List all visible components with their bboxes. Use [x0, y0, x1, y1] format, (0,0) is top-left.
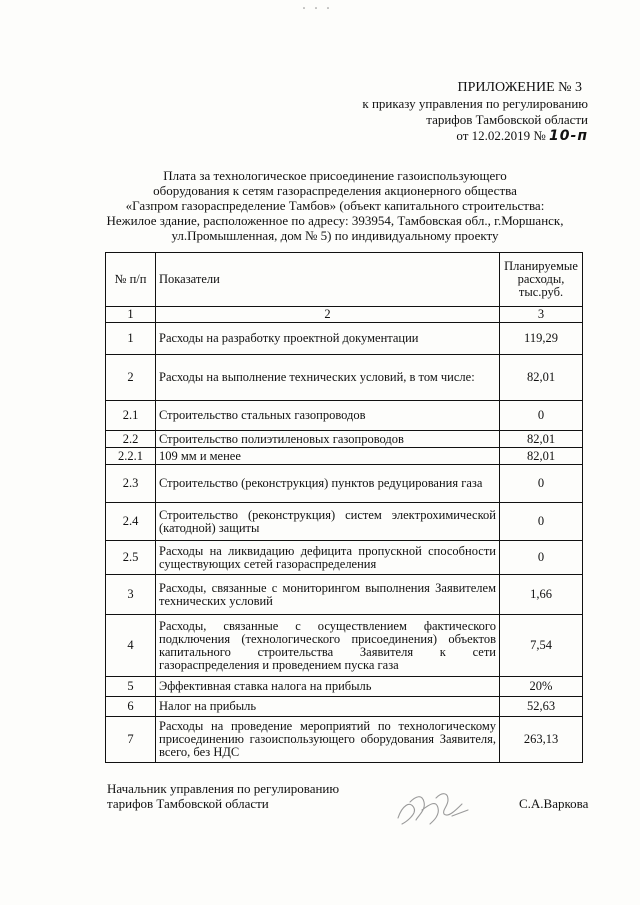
table-row: [106, 431, 583, 448]
position-line-2: тарифов Тамбовской области: [107, 796, 269, 811]
signature-position: [107, 781, 339, 811]
appendix-line-1: к приказу управления по регулированию: [362, 96, 588, 111]
heading-line-1: Плата за технологическое присоединение газоиспользующего: [163, 168, 507, 183]
heading-line-2: оборудования к сетям газораспределения акционерного общества: [153, 183, 517, 198]
appendix-date: от 12.02.2019 №: [456, 128, 546, 143]
row-indicator: Строительство (реконструкция) систем электрохимической (катодной) защиты: [156, 503, 500, 541]
row-num: 2.2.1: [106, 448, 156, 465]
row-num: 2.3: [106, 465, 156, 503]
row-indicator: Строительство полиэтиленовых газопроводов: [156, 431, 500, 448]
table-row: [106, 615, 583, 677]
order-number: 10-п: [549, 128, 588, 144]
row-value: 0: [500, 401, 583, 431]
table-row: [106, 503, 583, 541]
row-num: 2.5: [106, 541, 156, 575]
column-number-row: [106, 307, 583, 323]
table-row: [106, 575, 583, 615]
row-value: 52,63: [500, 697, 583, 717]
row-value: 82,01: [500, 431, 583, 448]
row-num: 2.2: [106, 431, 156, 448]
table-row: [106, 717, 583, 763]
row-num: 5: [106, 677, 156, 697]
col-number-3: 3: [500, 307, 583, 323]
row-indicator: Расходы на выполнение технических условий, в том числе:: [156, 355, 500, 401]
table-row: [106, 323, 583, 355]
row-num: 2.4: [106, 503, 156, 541]
table-row: [106, 401, 583, 431]
row-indicator: Расходы на ликвидацию дефицита пропускной способности существующих сетей газораспределения: [156, 541, 500, 575]
heading-line-4: Нежилое здание, расположенное по адресу: 393954, Тамбовская обл., г.Моршанск,: [106, 213, 564, 228]
table-row: [106, 677, 583, 697]
row-value: 82,01: [500, 448, 583, 465]
header-value: Планируемые расходы, тыс.руб.: [500, 253, 583, 307]
row-num: 3: [106, 575, 156, 615]
row-num: 1: [106, 323, 156, 355]
table-row: [106, 465, 583, 503]
row-indicator: Расходы, связанные с мониторингом выполнения Заявителем технических условий: [156, 575, 500, 615]
row-value: 263,13: [500, 717, 583, 763]
row-value: 1,66: [500, 575, 583, 615]
col-number-2: 2: [156, 307, 500, 323]
position-line-1: Начальник управления по регулированию: [107, 781, 340, 796]
row-indicator: Эффективная ставка налога на прибыль: [156, 677, 500, 697]
row-num: 2: [106, 355, 156, 401]
row-num: 6: [106, 697, 156, 717]
row-indicator: Налог на прибыль: [156, 697, 500, 717]
scan-artifact: [300, 6, 340, 10]
row-indicator: Строительство стальных газопроводов: [156, 401, 500, 431]
row-indicator: Строительство (реконструкция) пунктов редуцирования газа: [156, 465, 500, 503]
heading-line-5: ул.Промышленная, дом № 5) по индивидуальному проекту: [171, 228, 499, 243]
row-value: 119,29: [500, 323, 583, 355]
table-row: [106, 697, 583, 717]
handwritten-signature: [392, 780, 474, 830]
table-row: [106, 448, 583, 465]
row-value: 82,01: [500, 355, 583, 401]
table-row: [106, 541, 583, 575]
signer-name: С.А.Варкова: [519, 796, 589, 811]
costs-table: [105, 252, 583, 763]
row-value: 0: [500, 465, 583, 503]
row-value: 7,54: [500, 615, 583, 677]
row-indicator: Расходы на разработку проектной документации: [156, 323, 500, 355]
appendix-block: [362, 80, 588, 144]
appendix-title: ПРИЛОЖЕНИЕ № 3: [457, 80, 582, 95]
row-num: 7: [106, 717, 156, 763]
table-row: [106, 355, 583, 401]
table-header-row: [106, 253, 583, 307]
col-number-1: 1: [106, 307, 156, 323]
row-value: 0: [500, 541, 583, 575]
row-indicator: 109 мм и менее: [156, 448, 500, 465]
header-num: № п/п: [106, 253, 156, 307]
row-value: 0: [500, 503, 583, 541]
row-num: 4: [106, 615, 156, 677]
row-num: 2.1: [106, 401, 156, 431]
appendix-line-2: тарифов Тамбовской области: [426, 112, 588, 127]
row-value: 20%: [500, 677, 583, 697]
appendix-date-line: [362, 128, 588, 144]
document-heading: [100, 168, 570, 243]
header-indicator: Показатели: [156, 253, 500, 307]
row-indicator: Расходы, связанные с осуществлением фактического подключения (технологического присоединения) объектов капитального строительства Заявителя к сети газораспределения и проведением пуска газа: [156, 615, 500, 677]
heading-line-3: «Газпром газораспределение Тамбов» (объект капитального строительства:: [125, 198, 545, 213]
row-indicator: Расходы на проведение мероприятий по технологическому присоединению газоиспользующего оборудования Заявителя, всего, без НДС: [156, 717, 500, 763]
